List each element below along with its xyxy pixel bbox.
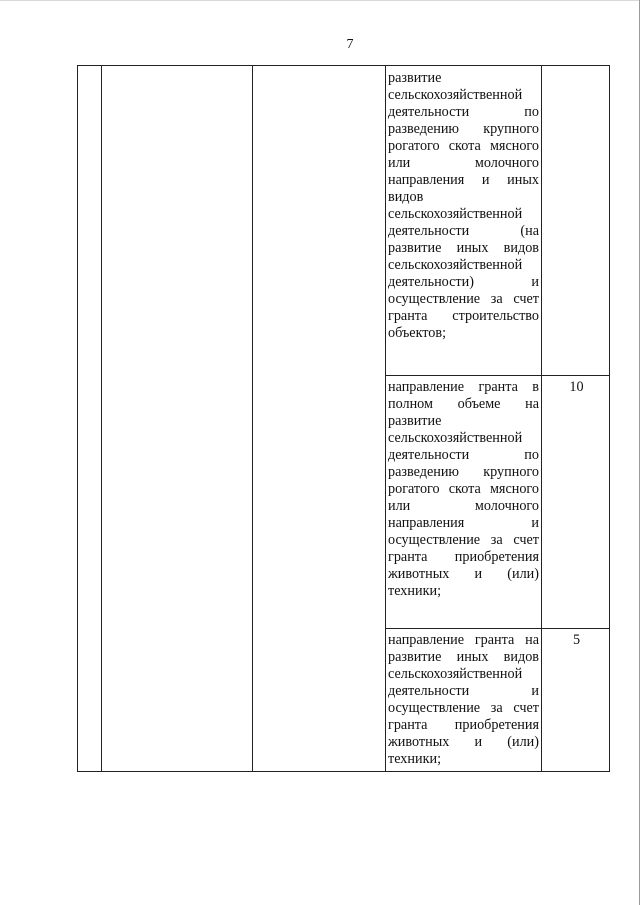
criterion-cell: направление гранта в полном объеме на развитие сельскохозяйственной деятельности по разведению крупного рогатого скота мясного или молочного направления и осуществление за счет гранта приобретения животных и (или) техники; <box>388 379 539 599</box>
page-number: 7 <box>346 37 354 52</box>
row-divider-1 <box>385 375 609 376</box>
criterion-cell: развитие сельскохозяйственной деятельности по разведению крупного рогатого скота мясного или молочного направления и иных видов сельскохозяйственной деятельности (на развитие иных видов сельскохозяйственной деятельности) и осуществление за счет гранта строительство объектов; <box>388 70 539 341</box>
row-divider-2 <box>385 628 609 629</box>
table-left-border <box>77 65 78 772</box>
column-divider-2 <box>252 65 253 772</box>
column-divider-3 <box>385 65 386 772</box>
table-bottom-border <box>77 771 609 772</box>
table-top-border <box>77 65 609 66</box>
column-divider-4 <box>541 65 542 772</box>
table-right-border <box>609 65 610 772</box>
scan-top-edge <box>0 0 640 1</box>
column-divider-1 <box>101 65 102 772</box>
score-cell: 10 <box>569 379 584 395</box>
criterion-cell: направление гранта на развитие иных видов сельскохозяйственной деятельности и осуществление за счет гранта приобретения животных и (или) техники; <box>388 632 539 767</box>
score-cell: 5 <box>572 632 581 648</box>
